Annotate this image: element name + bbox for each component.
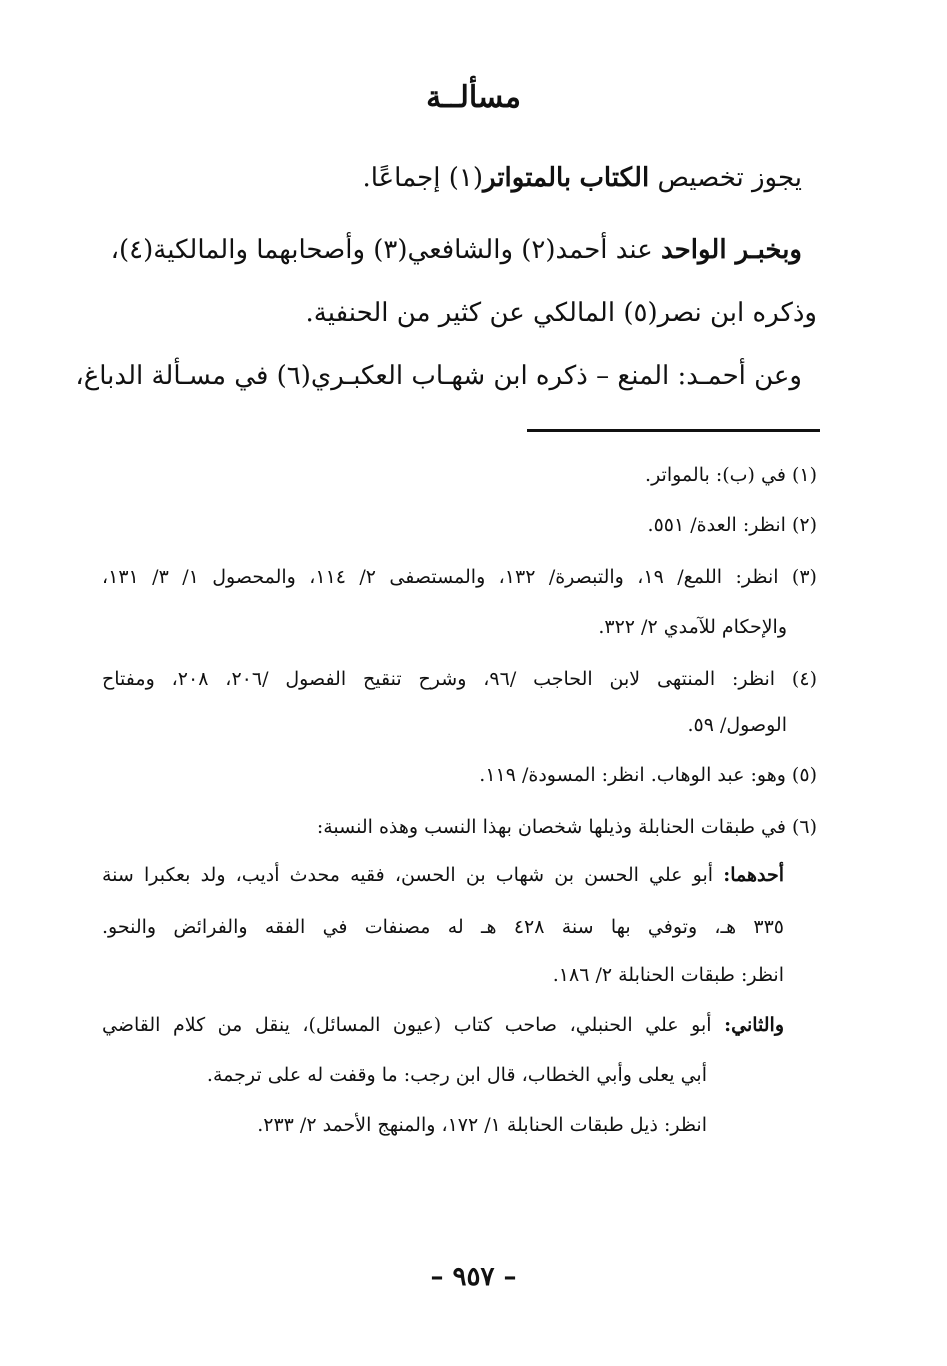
- footnote-6-second-line-1: [102, 1010, 784, 1040]
- text: يجوز تخصيص: [649, 163, 802, 193]
- main-line-3: وذكره ابن نصر(٥) المالكي عن كثير من الحنفية.: [305, 298, 817, 328]
- main-line-2: [112, 230, 802, 270]
- bold-term-khabar-wahid: وبخبـر الواحد: [661, 235, 802, 265]
- footnote-6: (٦) في طبقات الحنابلة وذيلها شخصان بهذا النسب وهذه النسبة:: [316, 816, 817, 838]
- footnote-2: (٢) انظر: العدة/ ٥٥١.: [647, 514, 817, 536]
- text: أبو علي الحسن بن شهاب بن الحسن، فقيه محدث أديب، ولد بعكبرا سنة: [102, 864, 724, 886]
- page-number: – ٩٥٧ –: [430, 1262, 517, 1292]
- bold-term-mutawatir: بالمتواتر: [482, 163, 572, 193]
- main-line-1: [362, 158, 802, 198]
- footnote-5: (٥) وهو: عبد الوهاب. انظر: المسودة/ ١١٩.: [479, 764, 817, 786]
- footnote-1: (١) في (ب): بالمواتر.: [645, 464, 817, 486]
- text: (١) إجماعًا.: [362, 163, 483, 193]
- footnote-6-first-line-3: انظر: طبقات الحنابلة ٢/ ١٨٦.: [552, 964, 784, 986]
- bold-term-book: الكتاب: [579, 163, 650, 193]
- footnote-6-second-line-3: انظر: ذيل طبقات الحنابلة ١/ ١٧٢، والمنهج الأحمد ٢/ ٢٣٣.: [257, 1114, 707, 1136]
- footnote-4-line-2: الوصول/ ٥٩.: [687, 714, 787, 736]
- footnote-6-second-line-2: أبي يعلى وأبي الخطاب، قال ابن رجب: ما وقفت له على ترجمة.: [206, 1064, 707, 1086]
- first-person-label: أحدهما:: [723, 864, 784, 886]
- text: أبو علي الحنبلي، صاحب كتاب (عيون المسائل)، ينقل من كلام القاضي: [102, 1014, 725, 1036]
- page-title: مسألــة: [426, 80, 521, 115]
- text: عند أحمد(٢) والشافعي(٣) وأصحابهما والمالكية(٤)،: [110, 235, 662, 265]
- footnote-4-line-1: (٤) انظر: المنتهى لابن الحاجب /٩٦، وشرح تنقيح الفصول /٢٠٦، ٢٠٨، ومفتاح: [102, 668, 817, 690]
- second-person-label: والثاني:: [724, 1014, 784, 1036]
- footnote-separator: [527, 429, 820, 432]
- footnote-3-line-1: (٣) انظر: اللمع/ ١٩، والتبصرة/ ١٣٢، والمستصفى ٢/ ١١٤، والمحصول ١/ ٣/ ١٣١،: [102, 566, 817, 588]
- main-line-4: وعن أحمـد: المنع – ذكره ابن شهـاب العكبـري(٦) في مسـألة الدباغ،: [75, 361, 802, 391]
- footnote-3-line-2: والإحكام للآمدي ٢/ ٣٢٢.: [598, 616, 787, 638]
- main-line-2-content: [112, 230, 802, 270]
- footnote-6-first-line-1: [102, 860, 784, 890]
- footnote-6-first-line-2: ٣٣٥ هـ، وتوفي بها سنة ٤٢٨ هـ له مصنفات في الفقه والفرائض والنحو.: [102, 916, 785, 938]
